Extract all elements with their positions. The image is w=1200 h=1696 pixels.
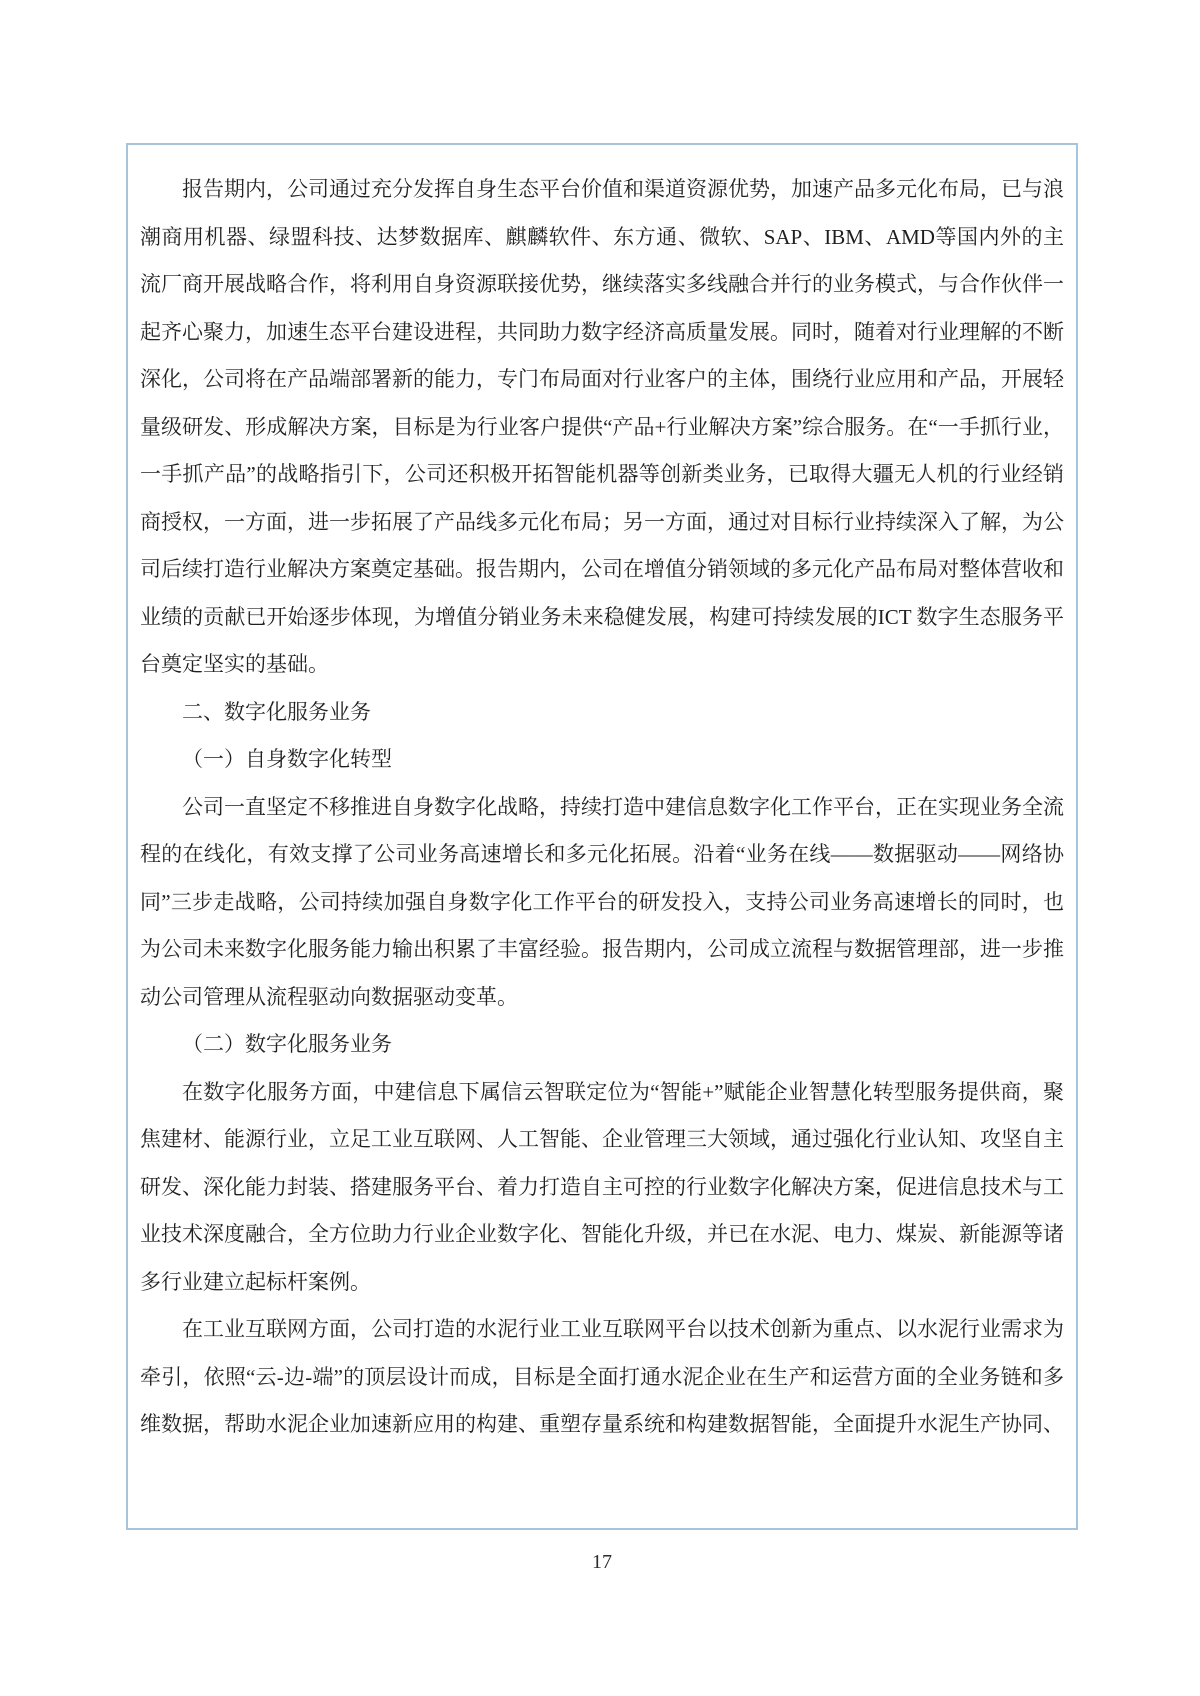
section-heading-digital-services: 二、数字化服务业务: [182, 699, 371, 724]
paragraph-industrial-internet: 在工业互联网方面，公司打造的水泥行业工业互联网平台以技术创新为重点、以水泥行业需求为牵引，依照“云-边-端”的顶层设计而成，目标是全面打通水泥企业在生产和运营方面的全业务链和多维数据，帮助水泥企业加速新应用的构建、重塑存量系统和构建数据智能，全面提升水泥生产协同、: [140, 1317, 1064, 1436]
report-text-box: [126, 143, 1078, 1530]
paragraph-digital-service-positioning: 在数字化服务方面，中建信息下属信云智联定位为“智能+”赋能企业智慧化转型服务提供商，聚焦建材、能源行业，立足工业互联网、人工智能、企业管理三大领域，通过强化行业认知、攻坚自主研发、深化能力封装、搭建服务平台、着力打造自主可控的行业数字化解决方案，促进信息技术与工业技术深度融合，全方位助力行业企业数字化、智能化升级，并已在水泥、电力、煤炭、新能源等诸多行业建立起标杆案例。: [140, 1079, 1064, 1294]
subheading-self-digital-transformation: （一）自身数字化转型: [182, 747, 392, 771]
subheading-digital-service-business: （二）数字化服务业务: [182, 1032, 392, 1056]
paragraph-value-added-distribution: 报告期内，公司通过充分发挥自身生态平台价值和渠道资源优势，加速产品多元化布局，已与浪潮商用机器、绿盟科技、达梦数据库、麒麟软件、东方通、微软、SAP、IBM、AMD等国内外的主流厂商开展战略合作，将利用自身资源联接优势，继续落实多线融合并行的业务模式，与合作伙伴一起齐心聚力，加速生态平台建设进程，共同助力数字经济高质量发展。同时，随着对行业理解的不断深化，公司将在产品端部署新的能力，专门布局面对行业客户的主体，围绕行业应用和产品，开展轻量级研发、形成解决方案，目标是为行业客户提供“产品+行业解决方案”综合服务。在“一手抓行业，一手抓产品”的战略指引下，公司还积极开拓智能机器等创新类业务，已取得大疆无人机的行业经销商授权，一方面，进一步拓展了产品线多元化布局；另一方面，通过对目标行业持续深入了解，为公司后续打造行业解决方案奠定基础。报告期内，公司在增值分销领域的多元化产品布局对整体营收和业绩的贡献已开始逐步体现，为增值分销业务未来稳健发展，构建可持续发展的ICT 数字生态服务平台奠定坚实的基础。: [140, 177, 1064, 676]
paragraph-self-digital-transformation: 公司一直坚定不移推进自身数字化战略，持续打造中建信息数字化工作平台，正在实现业务全流程的在线化，有效支撑了公司业务高速增长和多元化拓展。沿着“业务在线——数据驱动——网络协同”三步走战略，公司持续加强自身数字化工作平台的研发投入，支持公司业务高速增长的同时，也为公司未来数字化服务能力输出积累了丰富经验。报告期内，公司成立流程与数据管理部，进一步推动公司管理从流程驱动向数据驱动变革。: [140, 794, 1064, 1009]
page-number: 17: [592, 1551, 612, 1573]
